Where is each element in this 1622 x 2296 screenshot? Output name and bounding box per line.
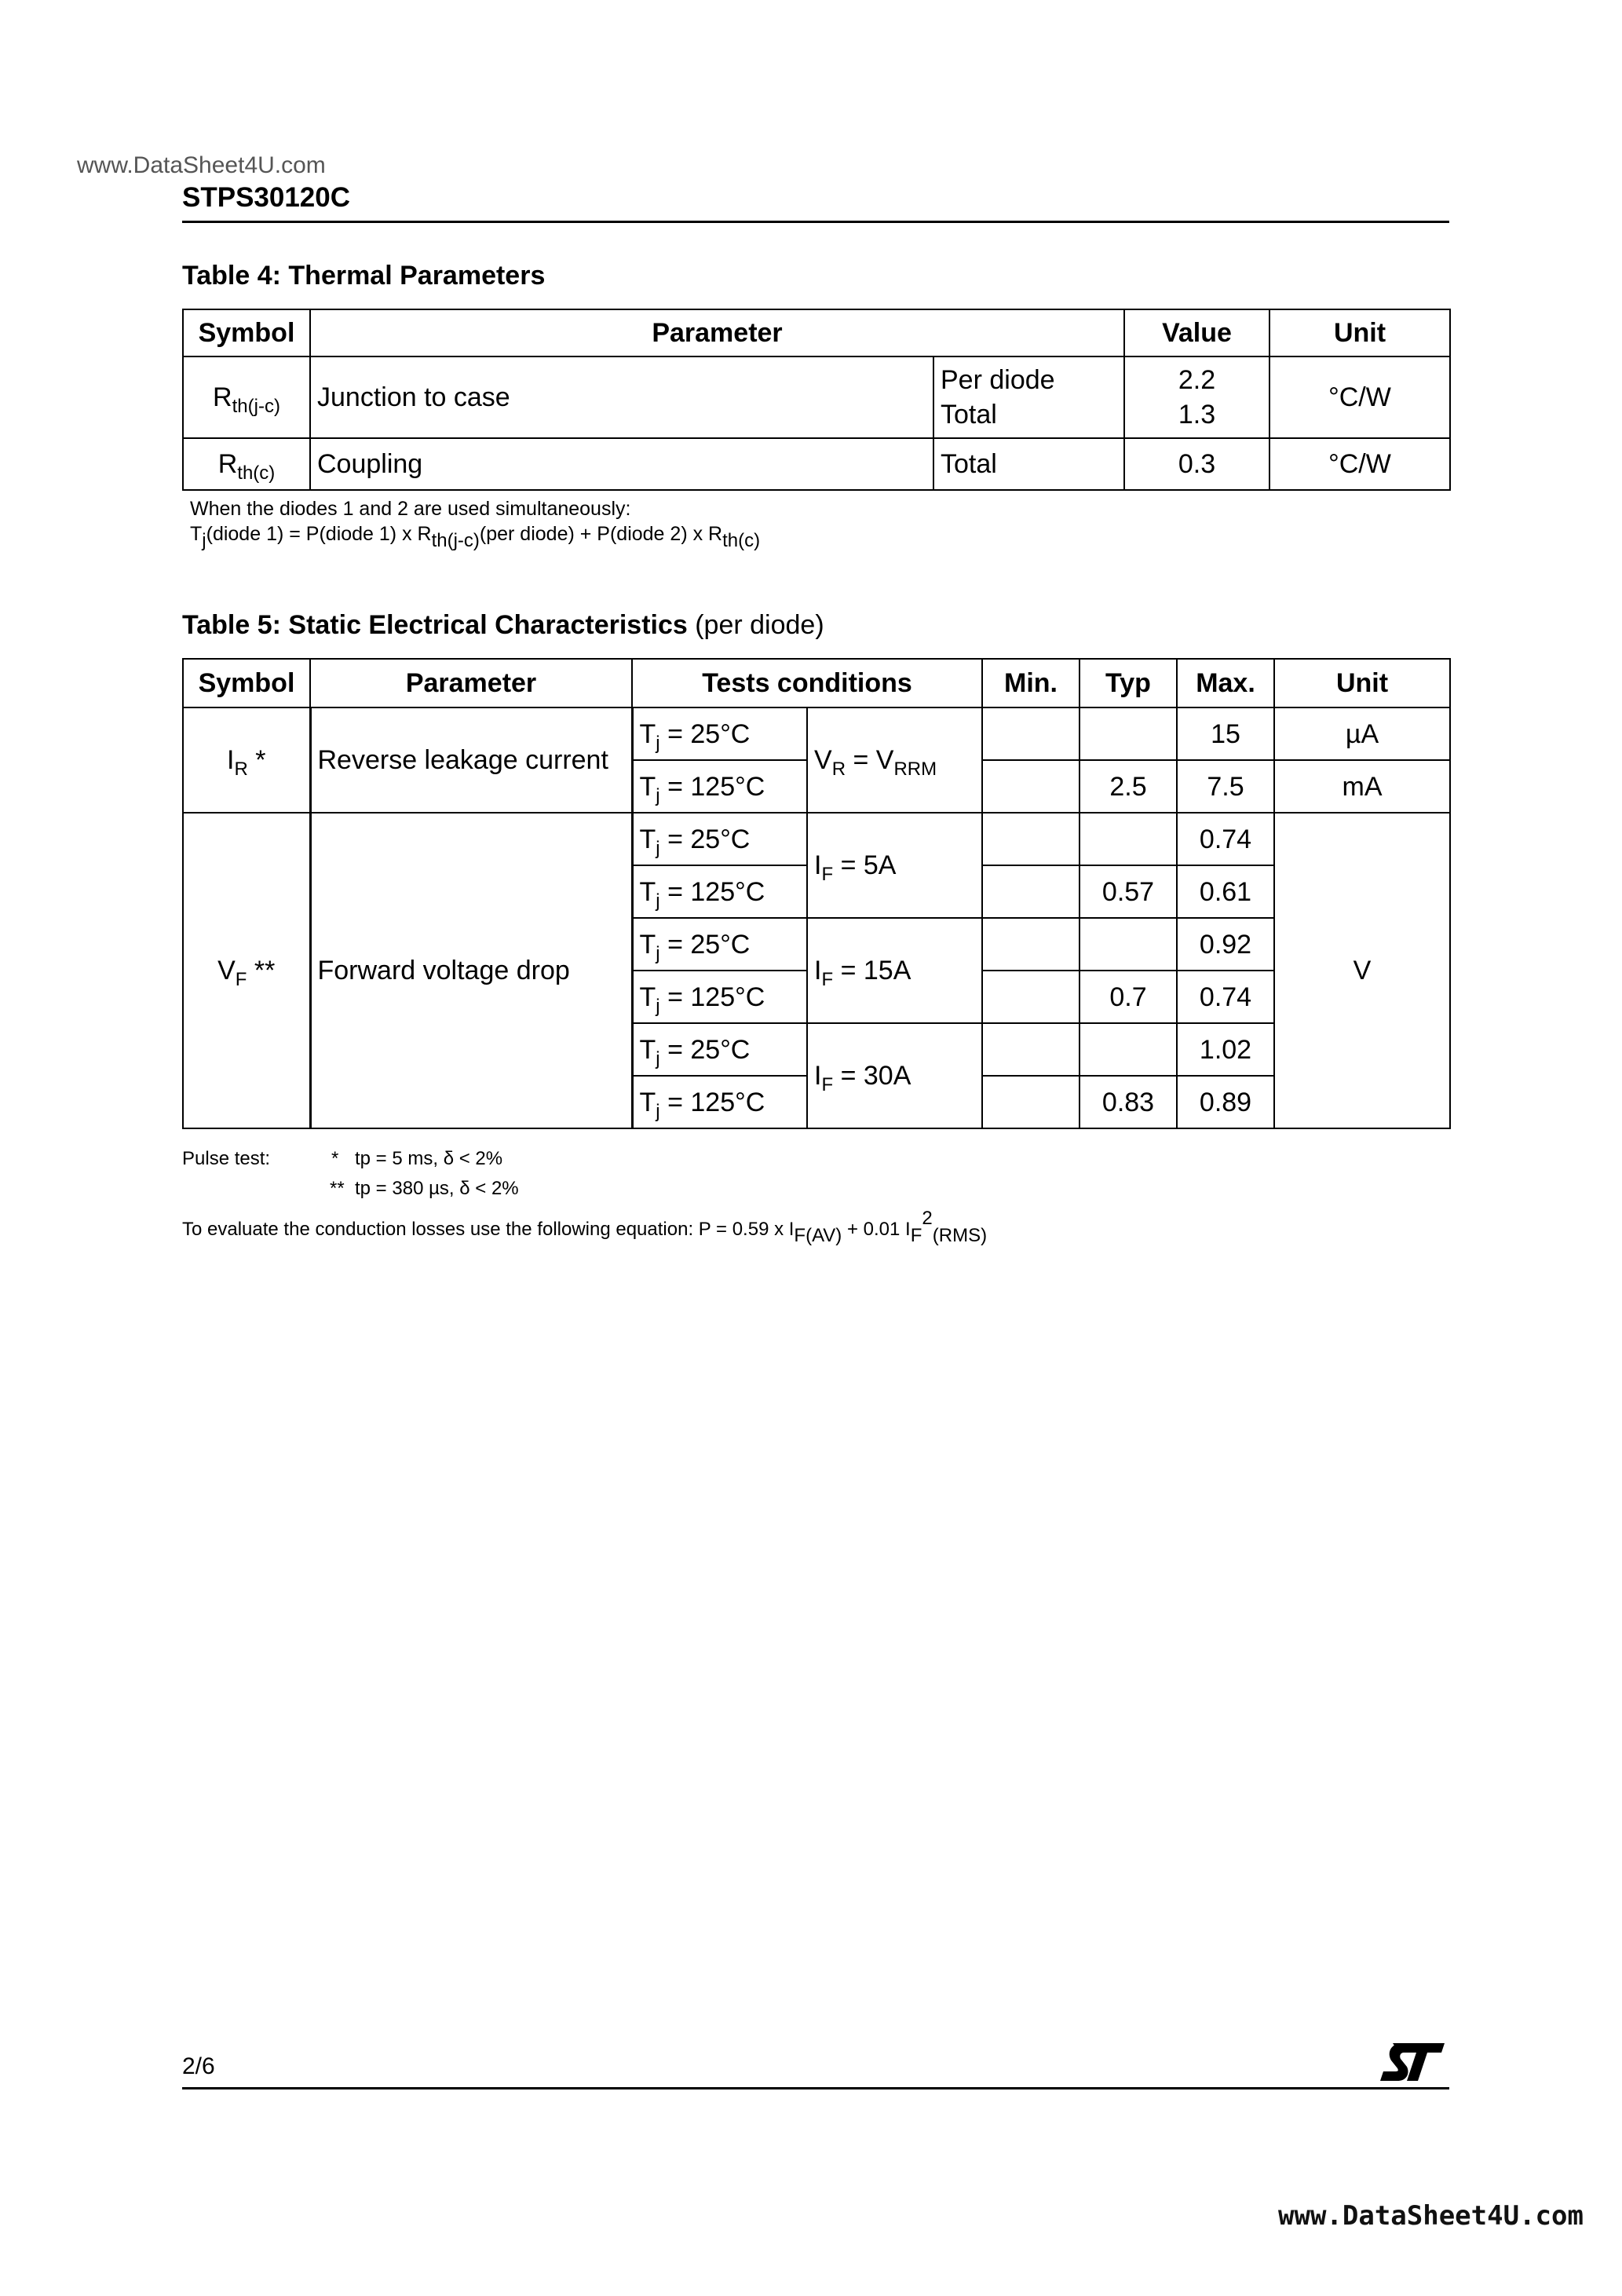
watermark-url-top[interactable]: www.DataSheet4U.com [77, 152, 326, 178]
table4-header-symbol: Symbol [183, 309, 310, 356]
table4-unit-cell: °C/W [1269, 438, 1450, 490]
table4-unit-cell: °C/W [1269, 356, 1450, 438]
typ-cell: 0.7 [1080, 971, 1177, 1023]
if-condition-cell: $I_F = 15A$ [807, 918, 982, 1023]
table4-parameter-cell: Junction to case [310, 356, 933, 438]
table-row [183, 813, 1450, 865]
tj-cell: $T_j = 125^\circ C$ [632, 971, 807, 1023]
vf-parameter-cell: Forward voltage drop [310, 813, 632, 1128]
table4-header-unit: Unit [1269, 309, 1450, 356]
min-cell [982, 865, 1080, 918]
min-cell [982, 760, 1080, 813]
tj-cell: $T_j = 25^\circ C$ [632, 707, 807, 760]
table4-symbol-cell: $R_{th(j-c)}$ [183, 356, 310, 438]
table4-header-parameter: Parameter [310, 309, 1124, 356]
table-row [183, 707, 1450, 760]
pulse-test-2-mark: ** [330, 1178, 345, 1199]
typ-cell [1080, 813, 1177, 865]
static-electrical-characteristics-table [182, 658, 1451, 1129]
table4-condition-cell: Per diode Total [933, 356, 1124, 438]
document-title: STPS30120C [182, 182, 351, 213]
max-cell: 7.5 [1177, 760, 1274, 813]
unit-cell: mA [1274, 760, 1450, 813]
table4-value-cell: 0.3 [1124, 438, 1269, 490]
table5-header-conditions: Tests conditions [632, 659, 982, 707]
table4-header-row [183, 309, 1450, 356]
max-cell: 1.02 [1177, 1023, 1274, 1076]
typ-cell: 0.57 [1080, 865, 1177, 918]
tj-cell: $T_j = 125^\circ C$ [632, 1076, 807, 1128]
max-cell: 0.74 [1177, 813, 1274, 865]
min-cell [982, 813, 1080, 865]
table5-header-symbol: Symbol [183, 659, 310, 707]
typ-cell: 0.83 [1080, 1076, 1177, 1128]
thermal-parameters-table [182, 309, 1451, 491]
pulse-test-1-mark: * [331, 1148, 339, 1169]
conduction-losses-equation: To evaluate the conduction losses use the following equation: P = 0.59 x $I_{F(AV)} + 0.01$ $I_F^2_{(RMS)}$ [182, 1208, 988, 1246]
table4-parameter-cell: Coupling [310, 438, 933, 490]
min-cell [982, 918, 1080, 971]
pulse-test-1: tp = 5 ms, δ < 2% [355, 1148, 503, 1169]
max-cell: 15 [1177, 707, 1274, 760]
table4-symbol-cell: $R_{th(c)}$ [183, 438, 310, 490]
table-row [183, 356, 1450, 438]
min-cell [982, 707, 1080, 760]
pulse-test-label: Pulse test: [182, 1148, 271, 1169]
st-logo-icon [1375, 2038, 1448, 2084]
unit-cell: µA [1274, 707, 1450, 760]
ir-symbol-cell: $I_R$ * [183, 707, 310, 813]
footer-rule [182, 2087, 1449, 2089]
max-cell: 0.61 [1177, 865, 1274, 918]
typ-cell: 2.5 [1080, 760, 1177, 813]
watermark-url-bottom[interactable]: www.DataSheet4U.com [1278, 2200, 1584, 2232]
tj-cell: $T_j = 125^\circ C$ [632, 760, 807, 813]
table4-title: Table 4: Thermal Parameters [182, 261, 546, 291]
min-cell [982, 971, 1080, 1023]
tj-cell: $T_j = 25^\circ C$ [632, 813, 807, 865]
table5-title: Table 5: Static Electrical Characteristics (per diode) [182, 610, 824, 640]
table4-value-cell: 2.2 1.3 [1124, 356, 1269, 438]
table5-header-parameter: Parameter [310, 659, 632, 707]
min-cell [982, 1023, 1080, 1076]
header-rule [182, 221, 1449, 223]
table-row [183, 438, 1450, 490]
pulse-test-2: tp = 380 µs, δ < 2% [355, 1178, 519, 1199]
table5-header-min: Min. [982, 659, 1080, 707]
ir-vr-condition-cell: $V_R = V_{RRM}$ [807, 707, 982, 813]
tj-cell: $T_j = 125^\circ C$ [632, 865, 807, 918]
table5-header-max: Max. [1177, 659, 1274, 707]
table5-header-unit: Unit [1274, 659, 1450, 707]
page-number: 2/6 [182, 2053, 215, 2079]
tj-cell: $T_j = 25^\circ C$ [632, 918, 807, 971]
table5-header-typ: Typ [1080, 659, 1177, 707]
ir-parameter-cell: Reverse leakage current [310, 707, 632, 813]
typ-cell [1080, 1023, 1177, 1076]
vf-unit-cell: V [1274, 813, 1450, 1128]
typ-cell [1080, 707, 1177, 760]
if-condition-cell: $I_F = 5A$ [807, 813, 982, 918]
tj-cell: $T_j = 25^\circ C$ [632, 1023, 807, 1076]
max-cell: 0.92 [1177, 918, 1274, 971]
max-cell: 0.89 [1177, 1076, 1274, 1128]
table4-condition-cell: Total [933, 438, 1124, 490]
table5-header-row [183, 659, 1450, 707]
min-cell [982, 1076, 1080, 1128]
max-cell: 0.74 [1177, 971, 1274, 1023]
vf-symbol-cell: $V_F$ ** [183, 813, 310, 1128]
table4-note-line1: When the diodes 1 and 2 are used simultaneously: [190, 498, 631, 520]
table4-note-equation: $T_j(diode$ 1) = P(diode 1) x $R_{th(j-c)}(per$ diode) + P(diode 2) x $R_{th(c)}$ [190, 523, 761, 551]
table4-header-value: Value [1124, 309, 1269, 356]
if-condition-cell: $I_F = 30A$ [807, 1023, 982, 1128]
typ-cell [1080, 918, 1177, 971]
